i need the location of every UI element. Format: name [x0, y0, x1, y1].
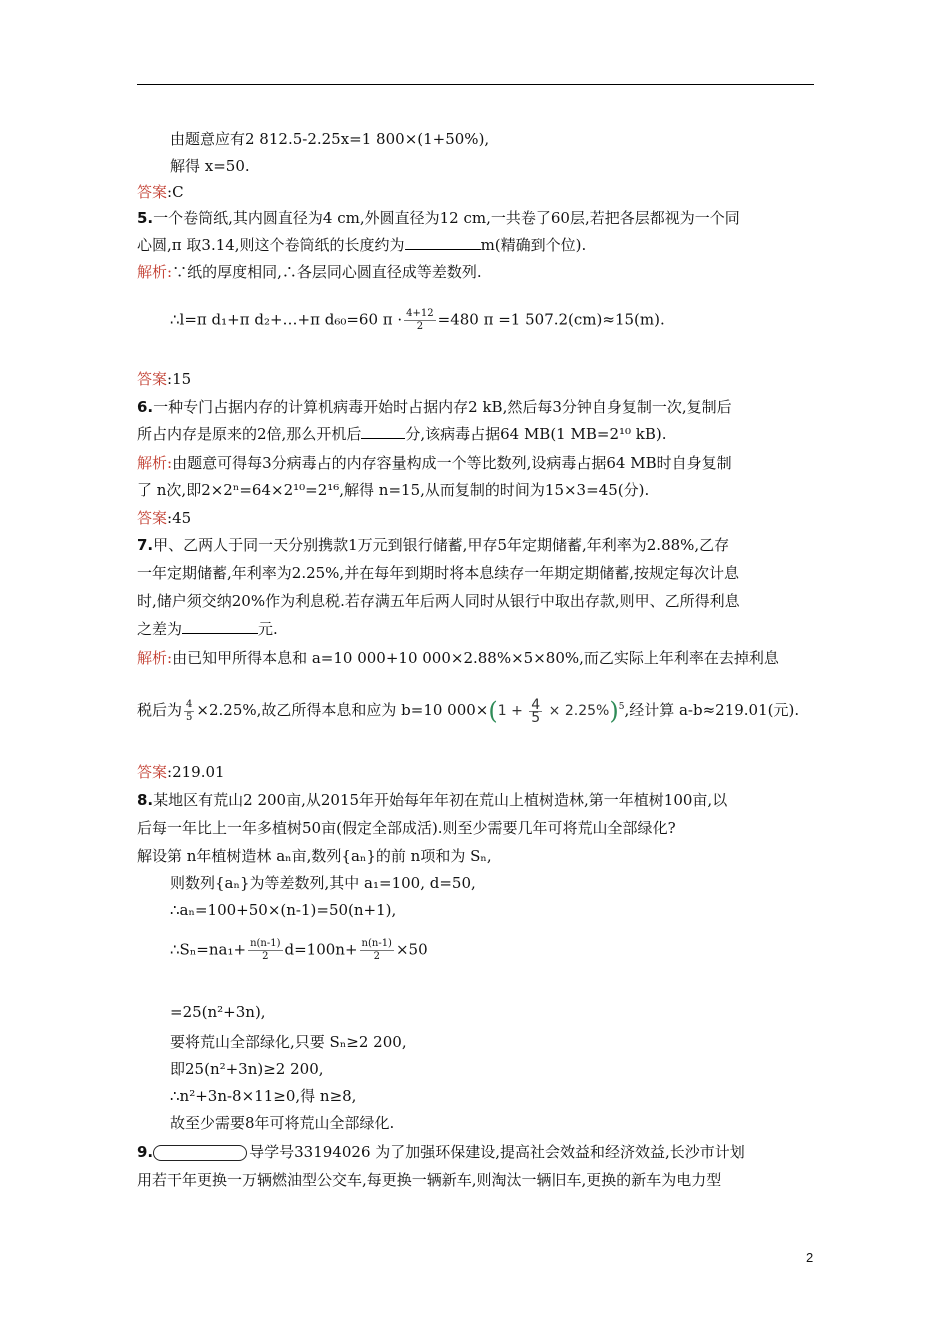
- answer-line: 答案:219.01: [137, 763, 225, 781]
- fraction: $\frac{4}{5}$: [531, 696, 541, 726]
- left-paren: (: [488, 697, 498, 725]
- answer-blank: [182, 619, 258, 634]
- text-line: 解设第 n年植树造林 aₙ亩,数列{aₙ}的前 n项和为 Sₙ,: [137, 847, 492, 865]
- solution-line: 解析:由已知甲所得本息和 a=10 000+10 000×2.88%×5×80%,而乙实际上年利率在去掉利息: [137, 649, 779, 667]
- text-line: =25(n²+3n),: [170, 1003, 266, 1021]
- text-line: 则数列{aₙ}为等差数列,其中 a₁=100, d=50,: [170, 874, 476, 892]
- question-8: 8.某地区有荒山2 200亩,从2015年开始每年年初在荒山上植树造林,第一年植树100亩,以: [137, 791, 728, 809]
- text-line: ∴aₙ=100+50×(n-1)=50(n+1),: [170, 901, 397, 919]
- solution-line: 解析:∵纸的厚度相同,∴各层同心圆直径成等差数列.: [137, 263, 482, 281]
- question-6: 6.一种专门占据内存的计算机病毒开始时占据内存2 kB,然后每3分钟自身复制一次,复制后: [137, 398, 732, 416]
- page-number: 2: [806, 1250, 814, 1265]
- text-line: 了 n次,即2×2ⁿ=64×2¹⁰=2¹⁶,解得 n=15,从而复制的时间为15×3=45(分).: [137, 481, 650, 499]
- answer-label: 答案: [137, 370, 168, 388]
- solution-label: 解析:: [137, 649, 173, 667]
- question-7: 7.甲、乙两人于同一天分别携款1万元到银行储蓄,甲存5年定期储蓄,年利率为2.88%,乙存: [137, 536, 730, 554]
- answer-label: 答案: [137, 763, 168, 781]
- text-line: ∴n²+3n-8×11≥0,得 n≥8,: [170, 1087, 357, 1105]
- guide-badge: [153, 1145, 247, 1161]
- text-line: 即25(n²+3n)≥2 200,: [170, 1060, 324, 1078]
- text-line: 时,储户须交纳20%作为利息税.若存满五年后两人同时从银行中取出存款,则甲、乙所得利息: [137, 592, 740, 610]
- text-line: 故至少需要8年可将荒山全部绿化.: [170, 1114, 395, 1132]
- text-line: 心圆,π 取3.14,则这个卷筒纸的长度约为 m(精确到个位).: [137, 236, 587, 254]
- solution-line: 解析:由题意可得每3分病毒占的内存容量构成一个等比数列,设病毒占据64 MB时自身复制: [137, 454, 732, 472]
- answer-label: 答案: [137, 183, 168, 201]
- answer-line: 答案:45: [137, 509, 192, 527]
- question-number: 9.: [137, 1143, 154, 1161]
- fraction: $\frac{4+12}{2}$: [406, 308, 434, 332]
- question-number: 6.: [137, 398, 154, 416]
- answer-blank: [361, 424, 405, 439]
- equation-line: ∴l=π d₁+π d₂+…+π d₆₀=60 π · $\frac{4+12}{2}$ =480 π =1 507.2(cm)≈15(m).: [170, 308, 665, 332]
- question-5: 5.一个卷筒纸,其内圆直径为4 cm,外圆直径为12 cm,一共卷了60层,若把各层都视为一个同: [137, 209, 740, 227]
- text-line: 解得 x=50.: [170, 157, 250, 175]
- text-line: 要将荒山全部绿化,只要 Sₙ≥2 200,: [170, 1033, 407, 1051]
- equation-line: ∴Sₙ=na₁+ $\frac{n(n-1)}{2}$ d=100n+ $\frac{n(n-1)}{2}$ ×50: [170, 938, 428, 962]
- answer-line: 答案:15: [137, 370, 192, 388]
- question-9: 9. 导学号33194026 为了加强环保建设,提高社会效益和经济效益,长沙市计划: [137, 1143, 745, 1161]
- header-rule: [137, 84, 814, 85]
- fraction: $\frac{n(n-1)}{2}$: [250, 938, 281, 962]
- text-line: 由题意应有2 812.5-2.25x=1 800×(1+50%),: [170, 130, 490, 148]
- fraction: $\frac{n(n-1)}{2}$: [361, 938, 392, 962]
- solution-label: 解析:: [137, 263, 173, 281]
- answer-label: 答案: [137, 509, 168, 527]
- answer-line: 答案:C: [137, 183, 184, 201]
- text-line: 所占内存是原来的2倍,那么开机后 分,该病毒占据64 MB(1 MB=2¹⁰ kB).: [137, 425, 667, 443]
- text-line: 后每一年比上一年多植树50亩(假定全部成活).则至少需要几年可将荒山全部绿化?: [137, 819, 676, 837]
- fraction: $\frac{4}{5}$: [186, 698, 193, 723]
- question-number: 5.: [137, 209, 154, 227]
- answer-blank: [405, 235, 481, 250]
- right-paren: ): [609, 697, 619, 725]
- text-line: 之差为 元.: [137, 620, 278, 638]
- solution-label: 解析:: [137, 454, 173, 472]
- text-line: 一年定期储蓄,年利率为2.25%,并在每年到期时将本息续存一年期定期储蓄,按规定每次计息: [137, 564, 739, 582]
- question-number: 7.: [137, 536, 154, 554]
- text-line: 用若干年更换一万辆燃油型公交车,每更换一辆新车,则淘汰一辆旧车,更换的新车为电力型: [137, 1171, 722, 1189]
- equation-line: 税后为 $\frac{4}{5}$ ×2.25%,故乙所得本息和应为 b=10 000×(1 + $\frac{4}{5}$ × 2.25%)$^5$,经计算 a-b≈219.01(元).: [137, 696, 800, 726]
- question-number: 8.: [137, 791, 154, 809]
